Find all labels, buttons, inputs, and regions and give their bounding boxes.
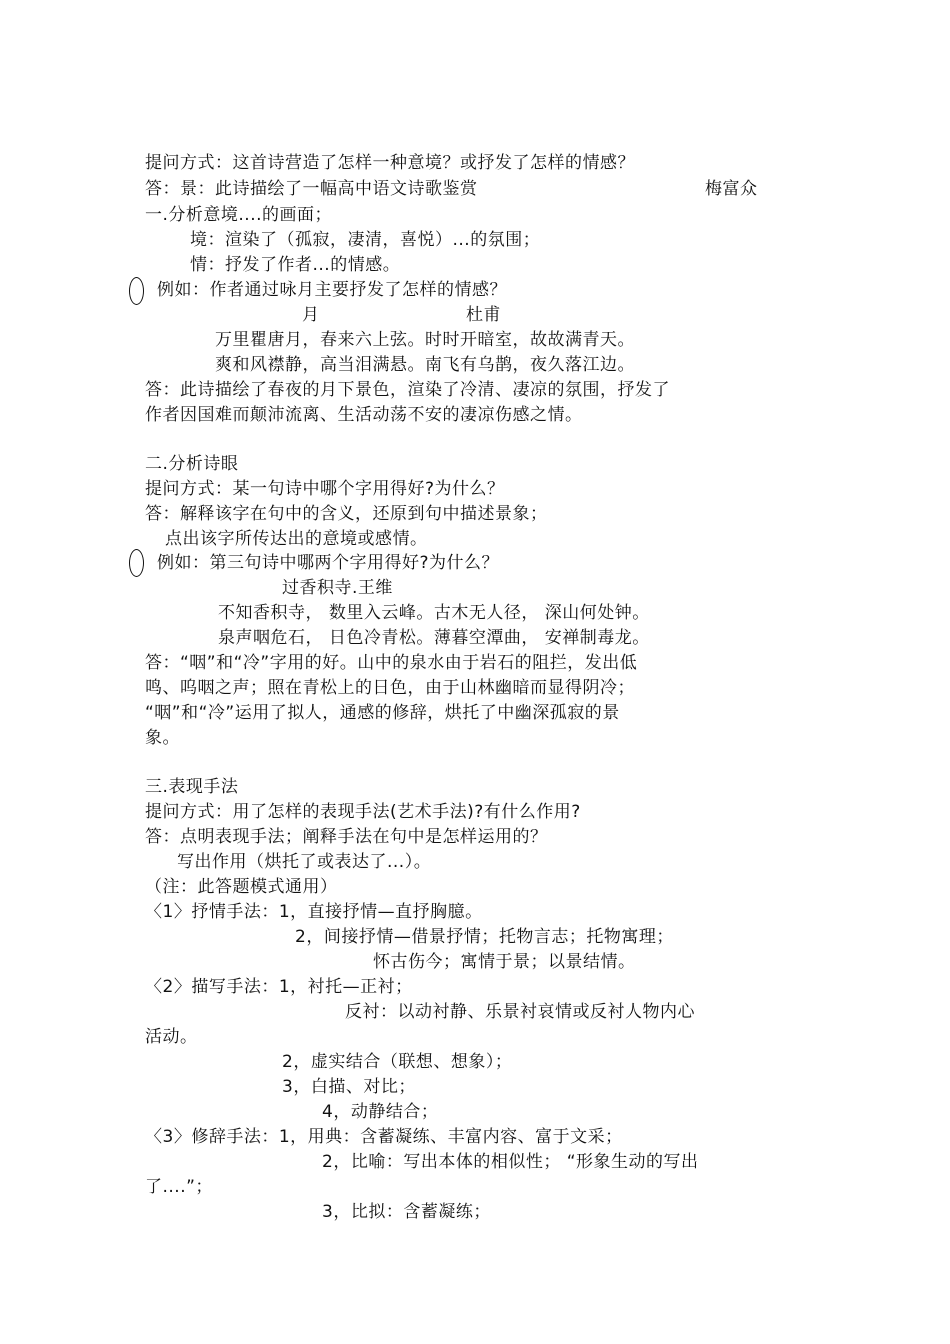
answer-line-6: 象。 xyxy=(145,728,180,748)
technique-lyric-1: 〈1〉抒情手法：1，直接抒情—直抒胸臆。 xyxy=(145,902,483,922)
technique-rhetoric-1: 〈3〉修辞手法：1，用典：含蓄凝练、丰富内容、富于文采； xyxy=(145,1127,623,1147)
question-format-line: 提问方式：这首诗营造了怎样一种意境？或抒发了怎样的情感？ xyxy=(145,153,635,173)
technique-description-4: 2，虚实结合（联想、想象）； xyxy=(282,1052,513,1072)
poem-line-1: 万里瞿唐月，春来六上弦。时时开暗室，故故满青天。 xyxy=(215,330,635,350)
question-format-line-2: 提问方式：某一句诗中哪个字用得好?为什么？ xyxy=(145,479,505,499)
poem-line-2: 爽和风襟静，高当泪满悬。南飞有乌鹊，夜久落江边。 xyxy=(215,355,635,375)
technique-description-6: 4，动静结合； xyxy=(322,1102,439,1122)
technique-rhetoric-4: 3，比拟：含蓄凝练； xyxy=(322,1202,491,1222)
answer-method-line-4: 写出作用（烘托了或表达了...）。 xyxy=(177,852,432,872)
technique-rhetoric-2: 2，比喻：写出本体的相似性； “形象生动的写出 xyxy=(322,1152,699,1172)
poem-line-3: 不知香积寺， 数里入云峰。古木无人径， 深山何处钟。 xyxy=(218,603,650,623)
bullet-circle-2 xyxy=(129,549,144,577)
answer-line-3: 答：“咽”和“冷”字用的好。山中的泉水由于岩石的阻拦，发出低 xyxy=(145,653,638,673)
technique-description-5: 3，白描、对比； xyxy=(282,1077,416,1097)
example-question-2: 例如：第三句诗中哪两个字用得好?为什么？ xyxy=(157,553,500,573)
question-format-line-3: 提问方式：用了怎样的表现手法(艺术手法)?有什么作用? xyxy=(145,802,581,822)
technique-lyric-2: 2，间接抒情—借景抒情；托物言志；托物寓理； xyxy=(295,927,674,947)
poem-line-4: 泉声咽危石， 日色冷青松。薄暮空潭曲， 安禅制毒龙。 xyxy=(218,628,650,648)
mood-line: 境：渲染了（孤寂，凄清，喜悦）...的氛围； xyxy=(190,230,541,250)
answer-method-line-1: 答：解释该字在句中的含义，还原到句中描述景象； xyxy=(145,504,548,524)
technique-description-1: 〈2〉描写手法：1，衬托—正衬； xyxy=(145,977,413,997)
example-question-1: 例如：作者通过咏月主要抒发了怎样的情感？ xyxy=(157,280,507,300)
answer-line-5: “咽”和“冷”运用了拟人，通感的修辞，烘托了中幽深孤寂的景 xyxy=(145,703,620,723)
emotion-line: 情：抒发了作者...的情感。 xyxy=(190,255,401,275)
section-heading-1: 一.分析意境....的画面； xyxy=(145,205,333,225)
answer-line-1: 答：此诗描绘了春夜的月下景色，渲染了冷清、凄凉的氛围，抒发了 xyxy=(145,380,670,400)
poem-title-1: 月 xyxy=(302,305,320,325)
answer-line-4: 鸣、呜咽之声；照在青松上的日色，由于山林幽暗而显得阴冷； xyxy=(145,678,635,698)
section-heading-3: 三.表现手法 xyxy=(145,777,239,797)
answer-scene-line: 答：景：此诗描绘了一幅高中语文诗歌鉴赏 xyxy=(145,179,478,199)
bullet-circle-1 xyxy=(129,277,144,305)
technique-description-3: 活动。 xyxy=(145,1027,198,1047)
author-name: 梅富众 xyxy=(705,179,758,199)
answer-method-line-2: 点出该字所传达出的意境或感情。 xyxy=(165,529,428,549)
answer-method-line-3: 答：点明表现手法；阐释手法在句中是怎样运用的？ xyxy=(145,827,548,847)
answer-line-2: 作者因国难而颠沛流离、生活动荡不安的凄凉伤感之情。 xyxy=(145,405,583,425)
poem-title-2: 过香积寺.王维 xyxy=(282,578,393,598)
technique-description-2: 反衬：以动衬静、乐景衬哀情或反衬人物内心 xyxy=(345,1002,695,1022)
technique-rhetoric-3: 了....”； xyxy=(145,1177,213,1197)
poem-author-1: 杜甫 xyxy=(466,305,501,325)
technique-lyric-3: 怀古伤今；寓情于景；以景结情。 xyxy=(373,952,636,972)
note-line: （注：此答题模式通用） xyxy=(145,877,338,897)
section-heading-2: 二.分析诗眼 xyxy=(145,454,239,474)
